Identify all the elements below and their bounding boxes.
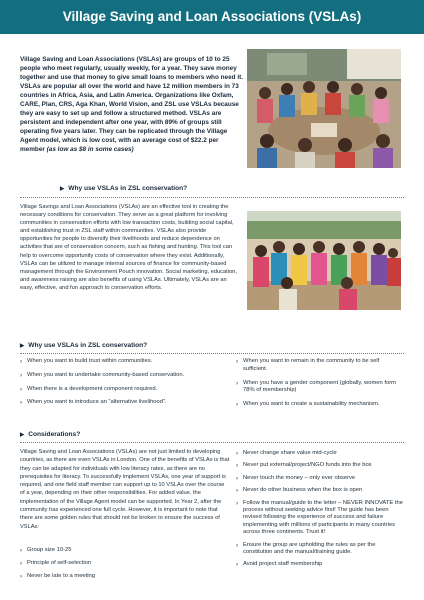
list-item: › Never do other business when the box is open [236, 487, 404, 494]
when-list-left [20, 358, 225, 407]
list-item: › When you want to build trust within communities. [20, 358, 225, 366]
when-heading-text: Why use VSLAs in ZSL conservation? [28, 342, 148, 349]
list-item: › Never put external/project/NGO funds into the box [236, 462, 404, 469]
triangle-icon: ▶ [60, 185, 65, 192]
considerations-heading-text: Considerations? [28, 431, 81, 438]
why-heading-text: Why use VSLAs in ZSL conservation? [68, 185, 188, 192]
list-item: › Never be late to a meeting [20, 573, 225, 581]
list-item: › Principle of self-selection [20, 560, 225, 568]
intro-italic-note: (as low as $8 in some cases) [46, 146, 134, 153]
list-item: › Avoid project staff membership [236, 561, 404, 568]
list-item: › When there is a development component required. [20, 386, 225, 394]
rules-list-right [236, 450, 404, 569]
why-section-heading [60, 185, 187, 192]
photo-vsla-meeting [247, 49, 401, 168]
triangle-icon: ▶ [20, 431, 25, 438]
list-item: › Follow the manual/guide to the letter – NEVER INNOVATE the process without seeking advice first! The guide has been revised following the experience of success and failure implementing with millions of participants in many countries across three continents. Trust it! [236, 500, 404, 537]
intro-paragraph [20, 55, 243, 154]
list-item: › When you want to create a sustainability mechanism. [236, 401, 404, 409]
list-item: › When you want to remain in the community to be self sufficient. [236, 358, 404, 374]
title-banner [0, 0, 424, 34]
list-item: › When you want to undertake community-based conservation. [20, 372, 225, 380]
section-divider [20, 442, 404, 443]
considerations-section-heading [20, 431, 80, 438]
section-divider [20, 353, 404, 354]
photo-community-group [247, 211, 401, 310]
why-body: Village Savings and Loan Associations (VSLAs) are an effective tool in creating the necessary conditions for conservation. They serve as a great platform for involving communities in conservation efforts with low transaction costs, building social capital, and establishing trust in ZSL staff within communities. VSLAs also provide opportunities for people to diversify their livelihoods and reduce dependence on activities that are of conservation concern, such as fishing and hunting. This tool can help to overcome opportunity costs of conservation where they exist. Additionally, VSLAs can be utilized to manage internal sources of finance for community-based management through the Environment Pouch innovation. Social marketing, education, and awareness raising are also benefits of using VSLAs. Ultimately, VSLAs are an easy, effective, and fun approach to conservation efforts. [20, 204, 237, 291]
page-title: Village Saving and Loan Associations (VSLAs) [62, 9, 362, 24]
rules-list-left [20, 547, 225, 580]
section-divider [20, 197, 404, 198]
when-list-right [236, 358, 404, 409]
list-item: › Ensure the group are upholding the rules as per the constitution and the manual/training guide. [236, 542, 404, 557]
list-item: › Never touch the money – only ever observe [236, 475, 404, 482]
list-item: › Never change share value mid-cycle [236, 450, 404, 457]
list-item: › When you have a gender component (globally, women form 78% of membership) [236, 380, 404, 396]
list-item: › Group size 10-25 [20, 547, 225, 555]
considerations-body: Village Saving and Loan Associations (VSLAs) are not just limited to developing countries, as there are even VSLAs in London. One of the benefits of VSLAs is that they can be adapted for individuals with low literacy rates, as there are no prerequisites for literacy. To successfully implement VSLAs, one year of support is required, and one field staff member can support up to 10 VSLAs over the course of a year, depending on their other responsibilities. For added value, the implementation of the Village Agent model can be supported. In Year 2, after the community has experienced one full cycle. However, it is important to note that there are some golden rules that should not be broken to ensure the success of VSLAs: [20, 449, 230, 530]
intro-main-text: Village Saving and Loan Associations (VSLAs) are groups of 10 to 25 people who meet regularly, usually weekly, for a year. They save money together and use that money to give small loans to members who need it. VSLAs are popular all over the world and have 12 million members in 73 countries in Africa, Asia, and Latin America. Organizations like Oxfam, CARE, Plan, CRS, Aga Khan, World Vision, and ZSL use VSLAs because they are easy to set up and follow a structured method. VSLAs are persistent and independent after one year, with 89% of groups still operating five years later. They can be replicated through the Village Agent model, which is low cost, with an average cost of $22.2 per member [20, 56, 244, 153]
triangle-icon: ▶ [20, 342, 25, 349]
list-item: › When you want to introduce an “alternative livelihood”. [20, 399, 225, 407]
when-section-heading [20, 342, 147, 349]
